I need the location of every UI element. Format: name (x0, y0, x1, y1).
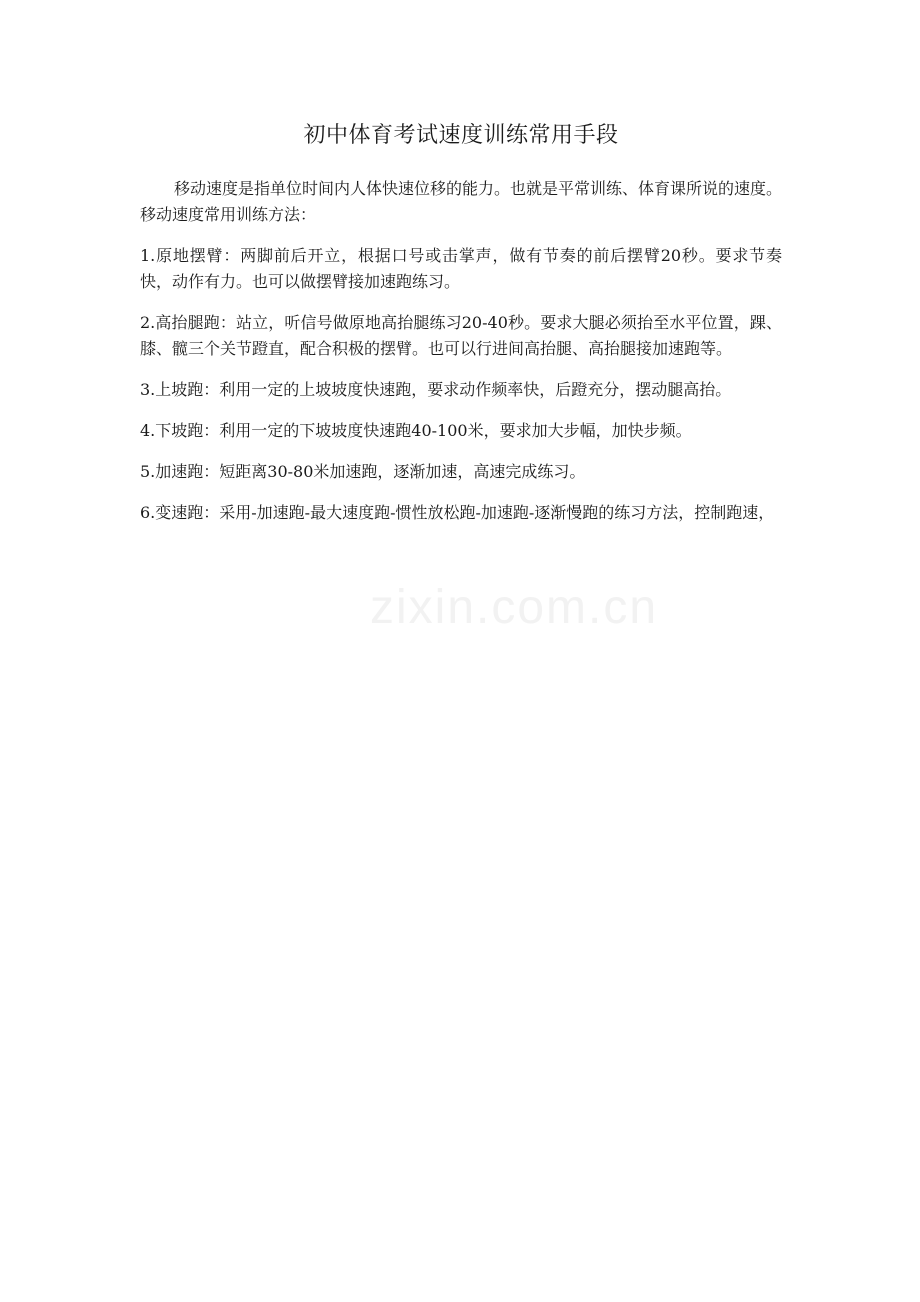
list-item-3: 3.上坡跑：利用一定的上坡坡度快速跑，要求动作频率快，后蹬充分，摆动腿高抬。 (140, 380, 732, 399)
list-item-4: 4.下坡跑：利用一定的下坡坡度快速跑40-100米，要求加大步幅，加快步频。 (140, 421, 692, 440)
list-item-5: 5.加速跑：短距离30-80米加速跑，逐渐加速，高速完成练习。 (140, 462, 586, 481)
list-item-6: 6.变速跑：采用-加速跑-最大速度跑-惯性放松跑-加速跑-逐渐慢跑的练习方法，控制跑速， (140, 503, 775, 522)
watermark-text: zixin.com.cn (370, 581, 659, 634)
list-item-2: 2.高抬腿跑：站立，听信号做原地高抬腿练习20-40秒。要求大腿必须抬至水平位置，踝、膝、髋三个关节蹬直，配合积极的摆臂。也可以行进间高抬腿、高抬腿接加速跑等。 (140, 313, 782, 358)
document-title: 初中体育考试速度训练常用手段 (303, 123, 619, 148)
document-body (140, 116, 782, 541)
intro-paragraph: 移动速度是指单位时间内人体快速位移的能力。也就是平常训练、体育课所说的速度。移动速度常用训练方法： (140, 179, 783, 224)
list-item-1: 1.原地摆臂：两脚前后开立，根据口号或击掌声，做有节奏的前后摆臂20秒。要求节奏快，动作有力。也可以做摆臂接加速跑练习。 (140, 246, 782, 291)
